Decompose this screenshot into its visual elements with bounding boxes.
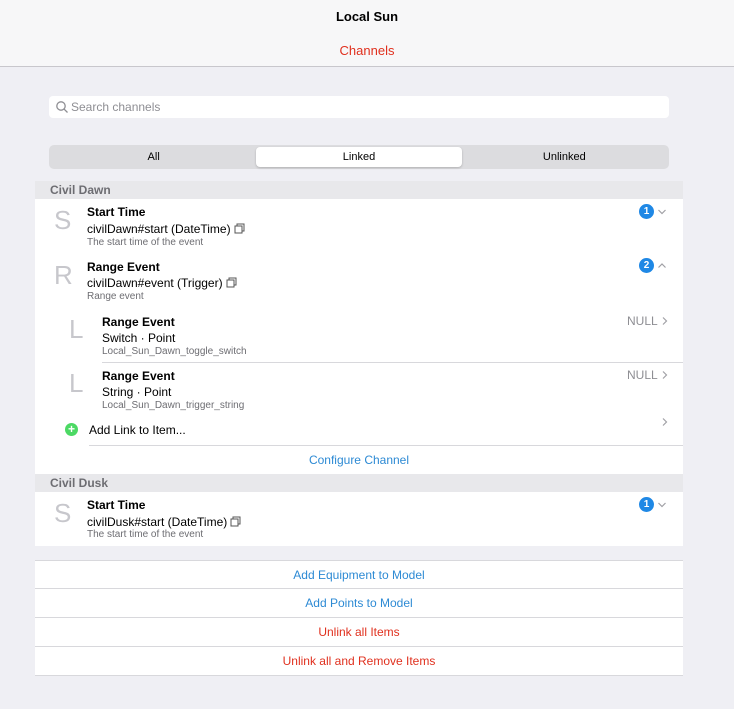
- channel-title: Range Event: [87, 260, 160, 274]
- channel-row-start-time[interactable]: [35, 199, 683, 253]
- chevron-down-icon[interactable]: [657, 500, 667, 510]
- filter-all[interactable]: All: [147, 151, 160, 163]
- search-bar[interactable]: [49, 96, 669, 118]
- item-state: NULL: [627, 368, 658, 382]
- search-input[interactable]: [71, 96, 661, 118]
- filter-unlinked[interactable]: Unlinked: [542, 151, 586, 163]
- channel-row-range-event[interactable]: [35, 254, 683, 308]
- channel-uid: civilDawn#event (Trigger): [87, 276, 237, 290]
- channel-group-civil-dawn: [35, 199, 683, 474]
- chevron-right-icon[interactable]: [660, 417, 670, 427]
- channel-kind-letter: S: [54, 498, 72, 528]
- add-link-row[interactable]: [35, 419, 683, 444]
- channel-description: The start time of the event: [87, 529, 204, 540]
- unlink-all-button[interactable]: Unlink all Items: [35, 618, 683, 647]
- item-type: String · Point: [102, 385, 172, 399]
- item-type: Switch · Point: [102, 331, 176, 345]
- chevron-right-icon[interactable]: [660, 370, 670, 380]
- link-count-badge: 2: [639, 258, 654, 273]
- link-filter: [49, 145, 669, 169]
- item-kind-letter: L: [69, 314, 84, 344]
- tab-channels[interactable]: Channels: [339, 43, 395, 58]
- divider: [89, 445, 683, 446]
- channel-row-start-time[interactable]: [35, 492, 683, 546]
- add-circle-icon: +: [65, 423, 78, 436]
- item-name: Local_Sun_Dawn_toggle_switch: [102, 346, 247, 357]
- add-link-label: Add Link to Item...: [89, 423, 186, 437]
- link-count-badge: 1: [639, 204, 654, 219]
- channel-group-civil-dusk: [35, 492, 683, 546]
- link-title: Range Event: [102, 369, 175, 383]
- group-header-civil-dawn: Civil Dawn: [35, 181, 683, 199]
- channel-kind-letter: R: [54, 260, 73, 290]
- link-count-badge: 1: [639, 497, 654, 512]
- configure-channel-button[interactable]: Configure Channel: [308, 453, 410, 467]
- item-kind-letter: L: [69, 368, 84, 398]
- chevron-down-icon[interactable]: [657, 207, 667, 217]
- group-header-civil-dusk: Civil Dusk: [35, 474, 683, 492]
- navbar: [0, 0, 734, 67]
- add-equipment-button[interactable]: Add Equipment to Model: [35, 560, 683, 589]
- search-icon: [55, 100, 69, 114]
- channel-title: Start Time: [87, 205, 146, 219]
- unlink-remove-button[interactable]: Unlink all and Remove Items: [35, 647, 683, 676]
- copy-icon[interactable]: [230, 516, 241, 527]
- page-title: Local Sun: [335, 9, 399, 24]
- item-name: Local_Sun_Dawn_trigger_string: [102, 400, 245, 411]
- add-points-button[interactable]: Add Points to Model: [35, 589, 683, 618]
- channel-description: The start time of the event: [87, 237, 204, 248]
- chevron-right-icon[interactable]: [660, 316, 670, 326]
- channel-kind-letter: S: [54, 205, 72, 235]
- channel-description: Range event: [87, 291, 144, 302]
- item-state: NULL: [627, 314, 658, 328]
- chevron-up-icon[interactable]: [657, 261, 667, 271]
- channel-title: Start Time: [87, 498, 146, 512]
- link-title: Range Event: [102, 315, 175, 329]
- linked-item-row[interactable]: [35, 309, 683, 362]
- channel-uid: civilDusk#start (DateTime): [87, 515, 241, 529]
- copy-icon[interactable]: [226, 277, 237, 288]
- filter-linked[interactable]: Linked: [256, 147, 461, 167]
- copy-icon[interactable]: [234, 223, 245, 234]
- channel-uid: civilDawn#start (DateTime): [87, 222, 245, 236]
- linked-item-row[interactable]: [35, 363, 683, 417]
